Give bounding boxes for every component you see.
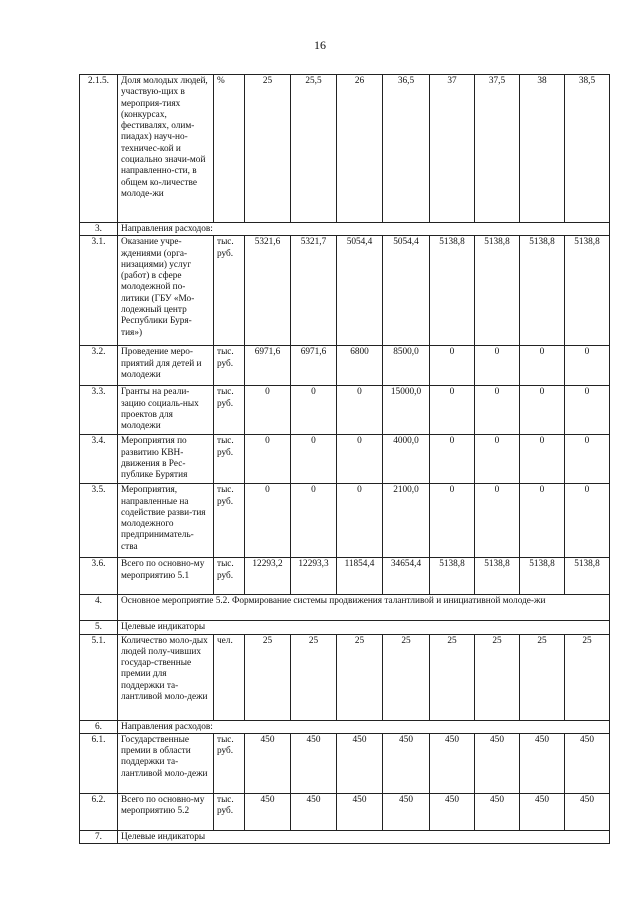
table-row <box>80 634 610 720</box>
value-cell: 0 <box>291 435 337 484</box>
value-cell: 25 <box>337 634 383 720</box>
value-cell: 5138,8 <box>565 558 610 595</box>
value-cell: 5138,8 <box>430 558 475 595</box>
unit-cell: тыс. руб. <box>214 558 245 595</box>
value-cell: 0 <box>337 484 383 558</box>
unit-cell: тыс. руб. <box>214 236 245 346</box>
value-cell: 25,5 <box>291 75 337 223</box>
value-cell: 0 <box>291 484 337 558</box>
row-number: 5.1. <box>80 634 118 720</box>
value-cell: 6800 <box>337 346 383 386</box>
value-cell: 450 <box>383 733 430 793</box>
value-cell: 25 <box>291 634 337 720</box>
indicator-name: Мероприятия по развитию КВН-движения в Рес-публике Бурятия <box>118 435 214 484</box>
unit-cell: тыс. руб. <box>214 793 245 830</box>
unit-cell: чел. <box>214 634 245 720</box>
value-cell: 0 <box>565 346 610 386</box>
value-cell: 0 <box>520 484 565 558</box>
value-cell: 0 <box>520 386 565 435</box>
page-number: 16 <box>314 38 326 52</box>
row-number: 6.1. <box>80 733 118 793</box>
table-row <box>80 386 610 435</box>
section-row <box>80 595 610 621</box>
section-heading: Целевые индикаторы <box>118 621 610 634</box>
value-cell: 0 <box>475 346 520 386</box>
value-cell: 5054,4 <box>337 236 383 346</box>
value-cell: 0 <box>520 346 565 386</box>
section-heading: Направления расходов: <box>118 223 610 236</box>
row-number: 3.3. <box>80 386 118 435</box>
value-cell: 25 <box>245 634 291 720</box>
row-number: 3.4. <box>80 435 118 484</box>
value-cell: 0 <box>430 346 475 386</box>
value-cell: 6971,6 <box>245 346 291 386</box>
value-cell: 450 <box>337 733 383 793</box>
section-row <box>80 830 610 843</box>
row-number: 3.5. <box>80 484 118 558</box>
value-cell: 11854,4 <box>337 558 383 595</box>
value-cell: 5138,8 <box>475 558 520 595</box>
value-cell: 0 <box>245 386 291 435</box>
table-row <box>80 733 610 793</box>
section-heading: Целевые индикаторы <box>118 830 610 843</box>
value-cell: 5138,8 <box>565 236 610 346</box>
value-cell: 0 <box>565 435 610 484</box>
table-row <box>80 484 610 558</box>
value-cell: 25 <box>475 634 520 720</box>
indicator-name: Проведение меро-приятий для детей и молодежи <box>118 346 214 386</box>
row-number: 6.2. <box>80 793 118 830</box>
value-cell: 450 <box>520 793 565 830</box>
section-row <box>80 621 610 634</box>
value-cell: 450 <box>520 733 565 793</box>
value-cell: 15000,0 <box>383 386 430 435</box>
unit-cell: тыс. руб. <box>214 435 245 484</box>
value-cell: 0 <box>475 484 520 558</box>
value-cell: 0 <box>520 435 565 484</box>
row-number: 7. <box>80 830 118 843</box>
value-cell: 0 <box>245 484 291 558</box>
value-cell: 36,5 <box>383 75 430 223</box>
value-cell: 450 <box>475 793 520 830</box>
value-cell: 450 <box>337 793 383 830</box>
table-row <box>80 793 610 830</box>
value-cell: 12293,3 <box>291 558 337 595</box>
value-cell: 5054,4 <box>383 236 430 346</box>
value-cell: 25 <box>245 75 291 223</box>
value-cell: 0 <box>245 435 291 484</box>
table-row <box>80 346 610 386</box>
row-number: 3.2. <box>80 346 118 386</box>
row-number: 4. <box>80 595 118 621</box>
indicator-name: Мероприятия, направленные на содействие разви-тия молодежного предприниматель-ства <box>118 484 214 558</box>
table-row <box>80 558 610 595</box>
value-cell: 25 <box>520 634 565 720</box>
row-number: 2.1.5. <box>80 75 118 223</box>
value-cell: 450 <box>291 733 337 793</box>
section-heading: Основное мероприятие 5.2. Формирование системы продвижения талантливой и инициативной молоде-жи <box>118 595 610 621</box>
unit-cell: тыс. руб. <box>214 346 245 386</box>
value-cell: 5138,8 <box>475 236 520 346</box>
row-number: 6. <box>80 720 118 733</box>
value-cell: 450 <box>565 793 610 830</box>
value-cell: 38,5 <box>565 75 610 223</box>
value-cell: 6971,6 <box>291 346 337 386</box>
indicator-name: Оказание учре-ждениями (орга-низациями) услуг (работ) в сфере молодежной по-литики (ГБУ «Мо-лодежный центр Республики Буря-тия») <box>118 236 214 346</box>
value-cell: 0 <box>475 435 520 484</box>
unit-cell: тыс. руб. <box>214 386 245 435</box>
value-cell: 5321,6 <box>245 236 291 346</box>
row-number: 3. <box>80 223 118 236</box>
value-cell: 0 <box>430 386 475 435</box>
unit-cell: % <box>214 75 245 223</box>
table-row <box>80 435 610 484</box>
value-cell: 5138,8 <box>520 558 565 595</box>
value-cell: 12293,2 <box>245 558 291 595</box>
indicator-name: Всего по основно-му мероприятию 5.2 <box>118 793 214 830</box>
value-cell: 5138,8 <box>430 236 475 346</box>
unit-cell: тыс. руб. <box>214 733 245 793</box>
section-row <box>80 720 610 733</box>
indicator-name: Всего по основно-му мероприятию 5.1 <box>118 558 214 595</box>
value-cell: 0 <box>430 435 475 484</box>
value-cell: 0 <box>565 484 610 558</box>
value-cell: 450 <box>245 793 291 830</box>
value-cell: 450 <box>245 733 291 793</box>
value-cell: 0 <box>337 386 383 435</box>
row-number: 5. <box>80 621 118 634</box>
indicators-table <box>79 74 610 844</box>
indicator-name: Количество моло-дых людей полу-чивших государ-ственные премии для поддержки та-лантливой моло-дежи <box>118 634 214 720</box>
value-cell: 450 <box>430 733 475 793</box>
value-cell: 0 <box>337 435 383 484</box>
value-cell: 450 <box>291 793 337 830</box>
value-cell: 5138,8 <box>520 236 565 346</box>
value-cell: 4000,0 <box>383 435 430 484</box>
value-cell: 37 <box>430 75 475 223</box>
value-cell: 0 <box>430 484 475 558</box>
value-cell: 37,5 <box>475 75 520 223</box>
table-row <box>80 75 610 223</box>
indicator-name: Государственные премии в области поддержки та-лантливой моло-дежи <box>118 733 214 793</box>
value-cell: 0 <box>475 386 520 435</box>
unit-cell: тыс. руб. <box>214 484 245 558</box>
value-cell: 450 <box>565 733 610 793</box>
value-cell: 450 <box>430 793 475 830</box>
value-cell: 8500,0 <box>383 346 430 386</box>
value-cell: 25 <box>383 634 430 720</box>
section-heading: Направления расходов: <box>118 720 610 733</box>
row-number: 3.6. <box>80 558 118 595</box>
indicator-name: Гранты на реали-зацию социаль-ных проектов для молодежи <box>118 386 214 435</box>
value-cell: 0 <box>565 386 610 435</box>
value-cell: 5321,7 <box>291 236 337 346</box>
value-cell: 38 <box>520 75 565 223</box>
value-cell: 25 <box>565 634 610 720</box>
indicator-name: Доля молодых людей, участвую-щих в мероприя-тиях (конкурсах, фестивалях, олим-пиадах) науч-но-техничес-кой и социально значи-мой направленно-сти, в общем ко-личестве молоде-жи <box>118 75 214 223</box>
value-cell: 0 <box>291 386 337 435</box>
value-cell: 25 <box>430 634 475 720</box>
value-cell: 450 <box>383 793 430 830</box>
value-cell: 450 <box>475 733 520 793</box>
value-cell: 2100,0 <box>383 484 430 558</box>
value-cell: 34654,4 <box>383 558 430 595</box>
table-row <box>80 236 610 346</box>
section-row <box>80 223 610 236</box>
row-number: 3.1. <box>80 236 118 346</box>
value-cell: 26 <box>337 75 383 223</box>
